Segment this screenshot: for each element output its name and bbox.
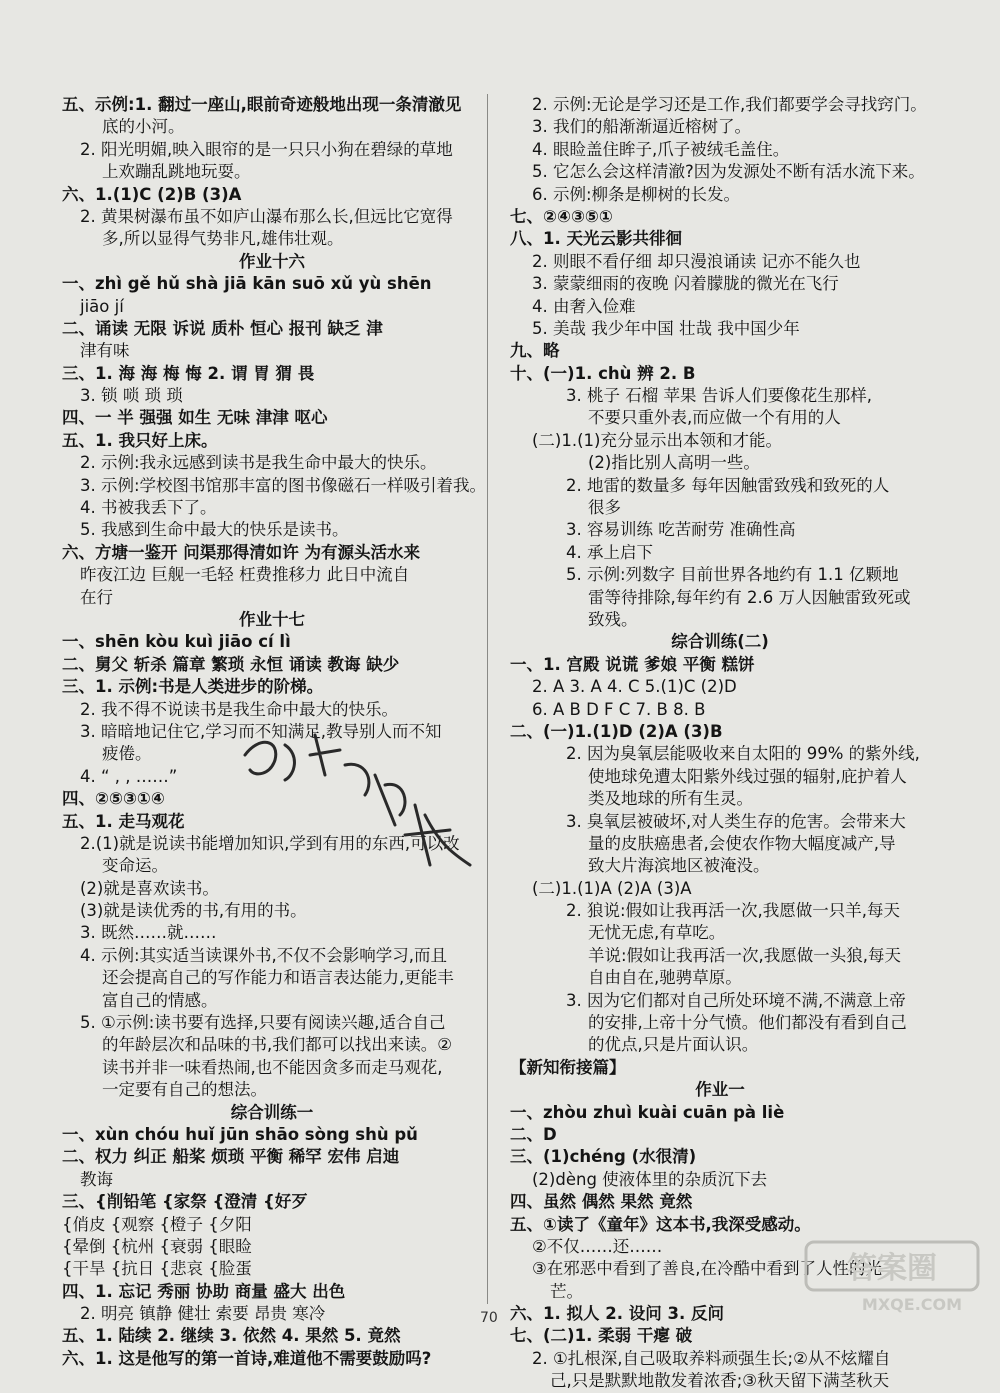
answer-line: 无忧无虑,有草吃。 — [588, 923, 726, 943]
answer-line: ③在邪恶中看到了善良,在冷酷中看到了人性的光 — [532, 1259, 883, 1279]
answer-line: 很多 — [588, 498, 621, 518]
answer-line: 雷等待排除,每年约有 2.6 万人因触雷致死或 — [588, 587, 911, 607]
answer-line: 四、1. 忘记 秀丽 协助 商量 盛大 出色 — [62, 1281, 346, 1301]
answer-line: (二)1.(1)A (2)A (3)A — [532, 878, 692, 898]
answer-line: 【新知衔接篇】 — [510, 1057, 626, 1077]
answer-line: 二、D — [510, 1124, 557, 1144]
section-title: 综合训练(二) — [671, 632, 769, 652]
answer-line: 读书并非一味看热闹,也不能因贪多而走马观花, — [102, 1057, 443, 1077]
answer-line: 3. 我们的船渐渐逼近榕树了。 — [532, 117, 751, 137]
answer-line: 一、1. 宫殿 说谎 爹娘 平衡 糕饼 — [510, 654, 755, 674]
answer-line: 3. 桃子 石榴 苹果 告诉人们要像花生那样, — [566, 386, 872, 406]
answer-line: 2. 示例:我永远感到读书是我生命中最大的快乐。 — [80, 453, 437, 473]
answer-line: (二)1.(1)充分显示出本领和才能。 — [532, 430, 782, 450]
answer-line: 5. 我感到生命中最大的快乐是读书。 — [80, 520, 349, 540]
answer-line: 致大片海滨地区被淹没。 — [588, 856, 770, 876]
answer-line: 十、(一)1. chù 辨 2. B — [510, 363, 696, 383]
answer-line: (2)指比别人高明一些。 — [588, 453, 760, 473]
answer-line: 使地球免遭太阳紫外线过强的辐射,庇护着人 — [588, 766, 907, 786]
answer-line: 一、zhòu zhuì kuài cuān pà liè — [510, 1102, 785, 1122]
answer-line: 二、(一)1.(1)D (2)A (3)B — [510, 721, 723, 741]
handwriting-scribble — [225, 715, 485, 890]
answer-line: 三、1. 示例:书是人类进步的阶梯。 — [62, 677, 324, 697]
answer-line: jiāo jí — [80, 296, 124, 316]
answer-line: 二、诵读 无限 诉说 质朴 恒心 报刊 缺乏 津 — [62, 318, 383, 338]
answer-line: 一、zhì gě hǔ shà jiā kān suō xǔ yù shēn — [62, 274, 432, 294]
answer-line: 6. A B D F C 7. B 8. B — [532, 699, 706, 719]
svg-text:MXQE.COM: MXQE.COM — [861, 1295, 963, 1314]
answer-line: 3. 既然……就…… — [80, 923, 217, 943]
answer-line: 3. 暗暗地记住它,学习而不知满足,教导别人而不知 — [80, 721, 442, 741]
watermark-logo — [802, 1238, 982, 1318]
answer-line: 五、示例:1. 翻过一座山,眼前奇迹般地出现一条清澈见 — [62, 95, 462, 114]
answer-line: 2. A 3. A 4. C 5.(1)C (2)D — [532, 677, 737, 697]
answer-line: 六、1.(1)C (2)B (3)A — [62, 184, 242, 204]
answer-line: 五、1. 陆续 2. 继续 3. 依然 4. 果然 5. 竟然 — [62, 1326, 401, 1346]
section-title: 作业十七 — [239, 609, 305, 629]
answer-line: 一、xùn chóu huǐ jūn shāo sòng shù pǔ — [62, 1124, 418, 1144]
answer-line: 芒。 — [550, 1281, 583, 1301]
answer-line: (2)就是喜欢读书。 — [80, 878, 219, 898]
answer-line: (3)就是读优秀的书,有用的书。 — [80, 901, 307, 921]
answer-line: 变命运。 — [102, 856, 168, 876]
answer-line: 富自己的情感。 — [102, 990, 218, 1010]
answer-line: 四、一 半 强强 如生 无味 津津 呕心 — [62, 408, 328, 428]
answer-line: 2. 阳光明媚,映入眼帘的是一只只小狗在碧绿的草地 — [80, 139, 453, 159]
answer-line: 九、略 — [510, 341, 560, 361]
answer-line: 四、虽然 偶然 果然 竟然 — [510, 1192, 693, 1212]
answer-line: 一定要有自己的想法。 — [102, 1080, 267, 1100]
answer-line: 的优点,只是片面认识。 — [588, 1035, 759, 1055]
answer-line: 2. 因为臭氧层能吸收来自太阳的 99% 的紫外线, — [566, 744, 920, 764]
answer-line: 二、权力 纠正 船桨 烦琐 平衡 稀罕 宏伟 启迪 — [62, 1147, 400, 1167]
answer-line: 多,所以显得气势非凡,雄伟壮观。 — [102, 229, 344, 249]
answer-line: 津有味 — [80, 341, 130, 361]
answer-line: 3. 蒙蒙细雨的夜晚 闪着朦胧的微光在飞行 — [532, 274, 839, 294]
answer-line: 2. 则眼不看仔细 却只漫浪诵读 记亦不能久也 — [532, 251, 861, 271]
answer-line: 四、②⑤③①④ — [62, 789, 165, 809]
answer-line: 4. 书被我丢下了。 — [80, 498, 217, 518]
answer-line: 七、(二)1. 柔弱 干瘪 破 — [510, 1326, 693, 1346]
answer-line: 六、1. 这是他写的第一首诗,难道他不需要鼓励吗? — [62, 1348, 432, 1368]
answer-line: 五、1. 我只好上床。 — [62, 430, 218, 450]
answer-line: 4. 承上启下 — [566, 542, 653, 562]
answer-line: 的安排,上帝十分气愤。他们都没有看到自己 — [588, 1013, 907, 1033]
section-title: 综合训练一 — [230, 1102, 314, 1122]
answer-line: 上欢蹦乱跳地玩耍。 — [102, 162, 251, 182]
answer-line: {俏皮 {观察 {橙子 {夕阳 — [62, 1214, 252, 1234]
answer-line: 八、1. 天光云影共徘徊 — [510, 229, 682, 249]
answer-line: 4. 示例:其实适当读课外书,不仅不会影响学习,而且 — [80, 945, 448, 965]
svg-text:答案圈: 答案圈 — [847, 1251, 937, 1286]
answer-line: 2. 明亮 镇静 健壮 索要 昂贵 寒冷 — [80, 1304, 326, 1324]
answer-line: 昨夜江边 巨舰一毛轻 枉费推移力 此日中流自 — [80, 565, 410, 585]
answer-line: 5. ①示例:读书要有选择,只要有阅读兴趣,适合自己 — [80, 1013, 446, 1033]
answer-line: 底的小河。 — [102, 117, 185, 137]
answer-line: 2.(1)就是说读书能增加知识,学到有用的东西,可以改 — [80, 833, 460, 853]
answer-line: 4. 由奢入俭难 — [532, 296, 636, 316]
answer-line: 5. 示例:列数字 目前世界各地约有 1.1 亿颗地 — [566, 565, 899, 585]
section-title: 作业一 — [695, 1080, 745, 1100]
answer-line: 不要只重外表,而应做一个有用的人 — [588, 408, 841, 428]
answer-line: 致残。 — [588, 609, 638, 629]
answer-line: 在行 — [80, 587, 113, 607]
answer-line: 羊说:假如让我再活一次,我愿做一头狼,每天 — [588, 945, 902, 965]
answer-line: 五、①读了《童年》这本书,我深受感动。 — [510, 1214, 811, 1234]
answer-line: 三、{削铅笔 {家祭 {澄清 {好歹 — [62, 1192, 308, 1212]
answer-line: 3. 锁 唢 琐 琐 — [80, 386, 183, 406]
answer-line: 4. 眼睑盖住眸子,爪子被绒毛盖住。 — [532, 139, 790, 159]
answer-line: 六、1. 拟人 2. 设问 3. 反问 — [510, 1304, 724, 1324]
answer-line: 七、②④③⑤① — [510, 206, 613, 226]
answer-line: 二、舅父 斩杀 篇章 繁琐 永恒 诵读 教诲 缺少 — [62, 654, 400, 674]
section-title: 作业十六 — [239, 251, 305, 271]
answer-line: 量的皮肤癌患者,会使农作物大幅度减产,导 — [588, 833, 896, 853]
answer-line: 3. 臭氧层被破坏,对人类生存的危害。会带来大 — [566, 811, 906, 831]
answer-line: 5. 它怎么会这样清澈?因为发源处不断有活水流下来。 — [532, 162, 925, 182]
answer-line: 一、shēn kòu kuì jiāo cí lì — [62, 632, 291, 652]
page-number: 70 — [480, 1310, 498, 1326]
answer-line: 还会提高自己的写作能力和语言表达能力,更能丰 — [102, 968, 454, 988]
answer-line: 六、方塘一鉴开 问渠那得清如许 为有源头活水来 — [62, 542, 420, 562]
answer-line: 5. 美哉 我少年中国 壮哉 我中国少年 — [532, 318, 800, 338]
answer-line: 教诲 — [80, 1169, 113, 1189]
answer-line: 类及地球的所有生灵。 — [588, 789, 753, 809]
answer-line: 2. 狼说:假如让我再活一次,我愿做一只羊,每天 — [566, 901, 901, 921]
answer-line: ②不仅……还…… — [532, 1236, 663, 1256]
answer-line: 4. “ , , ……” — [80, 766, 178, 786]
answer-line: 的年龄层次和品味的书,我们都可以找出来读。② — [102, 1035, 453, 1055]
answer-line: {干旱 {抗日 {悲哀 {脸蛋 — [62, 1259, 252, 1279]
answer-line: 3. 因为它们都对自己所处环境不满,不满意上帝 — [566, 990, 906, 1010]
answer-line: 三、1. 海 海 梅 悔 2. 谓 胃 猬 畏 — [62, 363, 315, 383]
answer-line: 3. 示例:学校图书馆那丰富的图书像磁石一样吸引着我。 — [80, 475, 487, 495]
answer-line: 己,只是默默地散发着浓香;③秋天留下满茎秋天 — [550, 1371, 890, 1391]
answer-line: 2. 黄果树瀑布虽不如庐山瀑布那么长,但远比它宽得 — [80, 206, 453, 226]
answer-line: 自由自在,驰骋草原。 — [588, 968, 742, 988]
answer-line: 6. 示例:柳条是柳树的长发。 — [532, 184, 741, 204]
answer-line: 五、1. 走马观花 — [62, 811, 185, 831]
answer-line: 2. 我不得不说读书是我生命中最大的快乐。 — [80, 699, 398, 719]
answer-line: (2)dèng 使液体里的杂质沉下去 — [532, 1169, 768, 1189]
right-column — [510, 94, 930, 1393]
answer-line: 3. 容易训练 吃苦耐劳 准确性高 — [566, 520, 796, 540]
answer-line: 2. 地雷的数量多 每年因触雷致残和致死的人 — [566, 475, 890, 495]
column-divider — [487, 94, 488, 1304]
answer-line: 2. 示例:无论是学习还是工作,我们都要学会寻找窍门。 — [532, 95, 927, 114]
answer-line: 疲倦。 — [102, 744, 152, 764]
answer-line: 三、(1)chéng (水很清) — [510, 1147, 697, 1167]
answer-line: 2. ①扎根深,自己吸取养料顽强生长;②从不炫耀自 — [532, 1348, 891, 1368]
answer-line: {晕倒 {杭州 {衰弱 {眼睑 — [62, 1236, 252, 1256]
